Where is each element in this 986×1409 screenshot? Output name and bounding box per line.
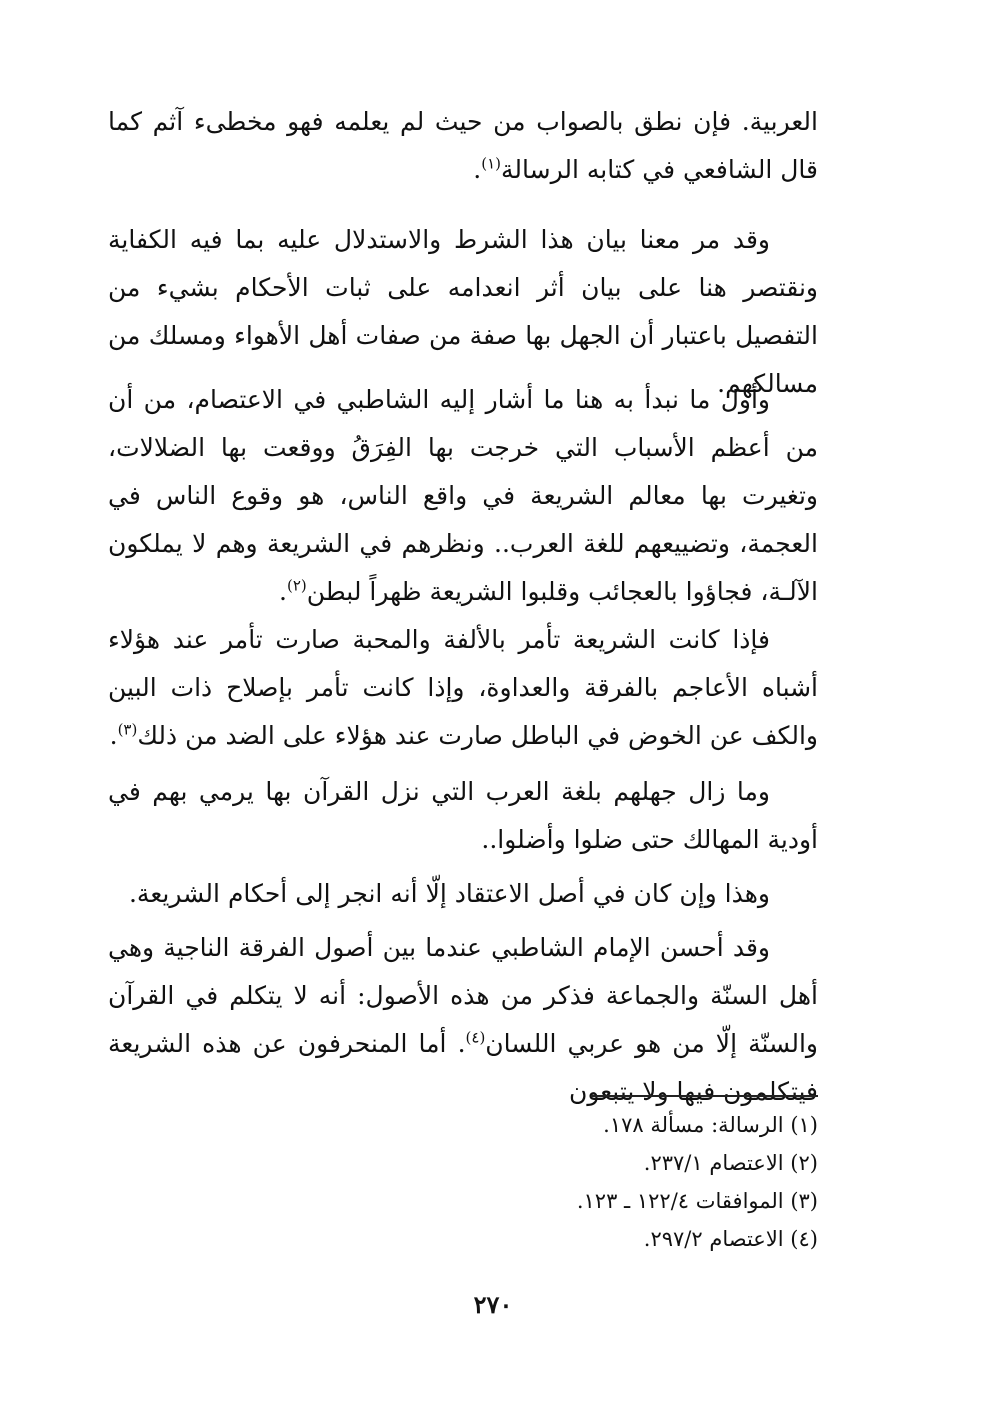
paragraph-text: وأول ما نبدأ به هنا ما أشار إليه الشاطبي في الاعتصام، من أن من أعظم الأسباب التي خرجت بها الفِرَقُ ووقعت بها الضلالات، وتغيرت بها معالم الشريعة في واقع الناس، هو وقوع الناس في العجمة، وتضييعهم للغة العرب.. ونظرهم في الشريعة وهم لا يملكون الآلـة، فجاؤوا بالعجائب وقلبوا الشريعة ظهراً لبطن (108, 385, 818, 606)
paragraph-end: . (109, 721, 118, 750)
paragraph-text: وقد مر معنا بيان هذا الشرط والاستدلال عليه بما فيه الكفاية ونقتصر هنا على بيان أثر انعدامه على ثبات الأحكام بشيء من التفصيل باعتبار أن الجهل بها صفة من صفات أهل الأهواء ومسلك من مسالكهم. (108, 225, 818, 398)
paragraph-7 (108, 924, 818, 1116)
footnote-ref-1: (١) (481, 154, 501, 173)
footnote-ref-2: (٢) (286, 576, 307, 595)
paragraph-text: وما زال جهلهم بلغة العرب التي نزل القرآن بها يرمي بهم في أودية المهالك حتى ضلوا وأضلوا.. (108, 777, 818, 854)
footnote-ref-4: (٤) (465, 1028, 486, 1047)
page-number: ٢٧٠ (473, 1290, 513, 1319)
footnote-separator (592, 1095, 818, 1097)
paragraph-4 (108, 616, 818, 760)
footnote-2: (٢) الاعتصام ٢٣٧/١. (643, 1151, 818, 1175)
paragraph-text: وهذا وإن كان في أصل الاعتقاد إلّا أنه انجر إلى أحكام الشريعة. (128, 879, 770, 908)
footnotes (300, 1106, 818, 1258)
footnote-ref-3: (٣) (117, 720, 138, 739)
paragraph-3 (108, 376, 818, 616)
footnote-3: (٣) الموافقات ١٢٢/٤ ـ ١٢٣. (576, 1189, 818, 1213)
paragraph-text: العربية. فإن نطق بالصواب من حيث لم يعلمه فهو مخطىء آثم كما قال الشافعي في كتابه الرسالة (108, 107, 818, 184)
paragraph-1 (108, 98, 818, 194)
paragraph-end: . (473, 155, 482, 184)
paragraph-end: . (279, 577, 287, 606)
paragraph-text: وقد أحسن الإمام الشاطبي عندما بين أصول الفرقة الناجية وهي أهل السنّة والجماعة فذكر من هذه الأصول: أنه لا يتكلم في القرآن والسنّة إلّا من هو عربي اللسان (108, 933, 818, 1058)
paragraph-end: . أما المنحرفون عن هذه الشريعة فيتكلمون فيها ولا يتبعون (108, 1029, 818, 1106)
footnote-4: (٤) الاعتصام ٢٩٧/٢. (643, 1227, 818, 1251)
paragraph-5 (108, 768, 818, 864)
paragraph-6 (108, 870, 818, 918)
footnote-1: (١) الرسالة: مسألة ١٧٨. (603, 1113, 818, 1137)
paragraph-text: فإذا كانت الشريعة تأمر بالألفة والمحبة صارت تأمر عند هؤلاء أشباه الأعاجم بالفرقة والعداوة، وإذا كانت تأمر بإصلاح ذات البين والكف عن الخوض في الباطل صارت عند هؤلاء على الضد من ذلك (108, 625, 818, 750)
